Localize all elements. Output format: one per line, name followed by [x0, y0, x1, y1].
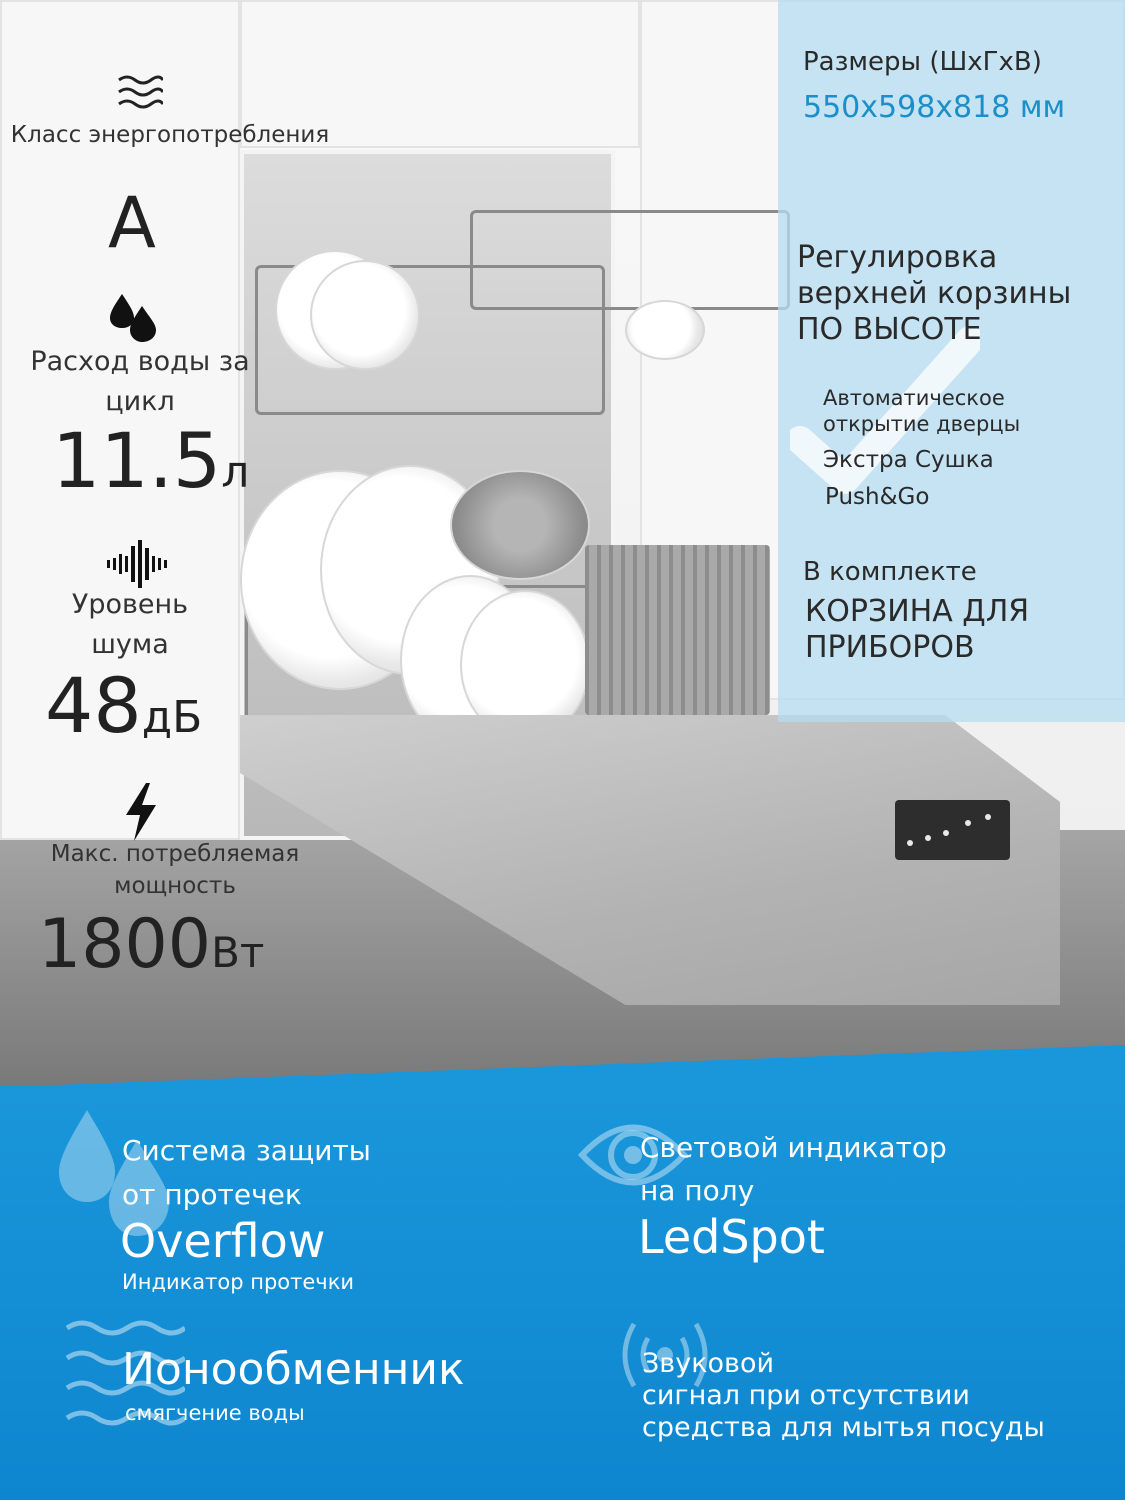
- feature-push-go: Push&Go: [825, 484, 930, 510]
- water-drops-icon: [108, 292, 160, 344]
- noise-value: [45, 661, 203, 759]
- noise-label: Уровень шума: [71, 589, 189, 660]
- pot: [450, 470, 590, 580]
- water-number: 11.5: [52, 416, 222, 505]
- water-unit: л: [221, 447, 250, 498]
- cutlery-basket: [585, 545, 770, 715]
- power-value: [38, 905, 265, 990]
- overflow-sub: Индикатор протечки: [122, 1270, 355, 1294]
- energy-value: A: [108, 182, 156, 264]
- sound-wave-icon: [105, 540, 173, 588]
- power-number: 1800: [38, 905, 212, 984]
- power-label: Макс. потребляемая мощность: [50, 841, 300, 899]
- control-panel: [895, 800, 1010, 860]
- ledspot-line2: на полу: [640, 1174, 755, 1207]
- dimensions-value: 550x598x818 мм: [803, 90, 1066, 125]
- included-value: КОРЗИНА ДЛЯ ПРИБОРОВ: [805, 594, 1030, 665]
- feature-auto-open: Автоматическое открытие дверцы: [823, 386, 1021, 436]
- heat-waves-icon: [115, 72, 163, 112]
- sound-line1: Звуковой: [642, 1348, 775, 1379]
- plate: [310, 260, 420, 370]
- dimensions-label: Размеры (ШхГхВ): [803, 47, 1042, 77]
- water-label: Расход воды за цикл: [30, 346, 250, 417]
- cutlery-tray: [470, 210, 790, 310]
- power-unit: Вт: [211, 928, 265, 977]
- ion-title: Ионообменник: [122, 1344, 465, 1395]
- noise-unit: дБ: [141, 692, 203, 743]
- sound-line3: средства для мытья посуды: [642, 1412, 1045, 1443]
- noise-number: 48: [45, 661, 142, 750]
- feature-extra-dry: Экстра Сушка: [823, 447, 994, 473]
- energy-label: Класс энергопотребления: [10, 122, 330, 148]
- height-adjust-text: Регулировка верхней корзины ПО ВЫСОТЕ: [797, 240, 1072, 347]
- overflow-title: Overflow: [120, 1214, 326, 1268]
- ledspot-title: LedSpot: [638, 1210, 825, 1264]
- overflow-line1: Система защиты: [122, 1134, 371, 1167]
- features-band: [0, 1085, 1125, 1500]
- overflow-line2: от протечек: [122, 1178, 302, 1211]
- plate: [625, 300, 705, 360]
- ledspot-line1: Световой индикатор: [640, 1131, 947, 1164]
- water-value: [52, 416, 250, 514]
- ion-sub: смягчение воды: [125, 1401, 305, 1425]
- lightning-icon: [122, 783, 160, 841]
- sound-line2: сигнал при отсутствии: [642, 1380, 970, 1411]
- included-label: В комплекте: [803, 557, 977, 587]
